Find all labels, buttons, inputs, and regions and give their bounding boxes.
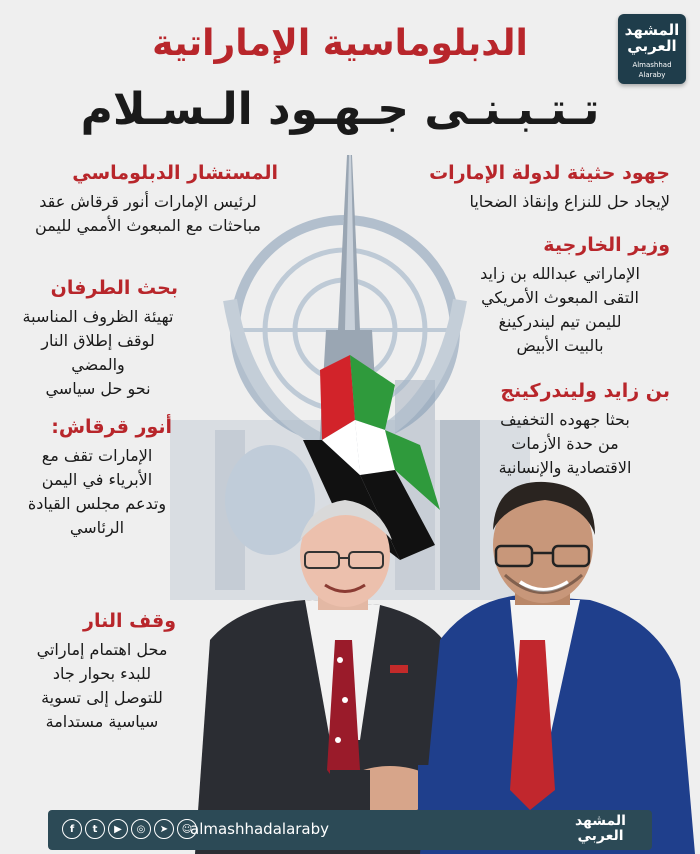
text-line: التقى المبعوث الأمريكي	[481, 288, 639, 307]
block-text	[22, 444, 172, 540]
twitter-icon[interactable]: t	[85, 819, 105, 839]
text-line: لليمن تيم ليندركينغ	[498, 312, 622, 331]
text-line: الاقتصادية والإنسانية	[498, 458, 632, 477]
logo-line1: المشهد	[624, 21, 680, 39]
page-title: الدبلوماسية الإماراتية	[152, 23, 528, 64]
left-block-2	[18, 275, 178, 401]
text-line: الأبرياء في اليمن	[41, 470, 153, 489]
right-block-1	[370, 160, 670, 214]
text-line: من حدة الأزمات	[511, 434, 619, 453]
block-text	[450, 262, 670, 358]
block-heading: وزير الخارجية	[543, 234, 670, 256]
text-line: تهيئة الظروف المناسبة	[22, 307, 174, 326]
handshake	[330, 765, 458, 814]
brand-logo	[618, 14, 686, 84]
text-line: الرئاسي	[69, 518, 125, 537]
left-block-4	[28, 608, 176, 734]
right-block-3	[460, 378, 670, 480]
instagram-icon[interactable]: ◎	[131, 819, 151, 839]
block-text	[28, 638, 176, 734]
sphere-building	[225, 445, 315, 555]
text-line: مباحثات مع المبعوث الأممي لليمن	[35, 216, 261, 235]
block-text	[370, 190, 670, 214]
text-line: لوقف إطلاق النار والمضي	[41, 331, 155, 374]
text-line: لرئيس الإمارات أنور قرقاش عقد	[39, 192, 257, 211]
block-text	[18, 305, 178, 401]
right-block-2	[450, 232, 670, 358]
text-line: الإمارات تقف مع	[41, 446, 153, 465]
logo-latin: Almashhad Alaraby	[632, 61, 672, 79]
footer-logo	[575, 814, 626, 844]
page-subtitle: تـتـبـنـى جـهـود الـسـلام	[80, 84, 600, 135]
text-line: لإيجاد حل للنزاع وإنقاذ الضحايا	[469, 192, 670, 211]
text-line: محل اهتمام إماراتي	[36, 640, 168, 659]
block-heading: جهود حثيثة لدولة الإمارات	[429, 162, 670, 184]
block-heading: المستشار الدبلوماسي	[72, 162, 278, 184]
block-heading: وقف النار	[83, 610, 176, 632]
footer-logo-line2: العربي	[577, 828, 624, 844]
social-handle[interactable]: almashhadalaraby	[190, 820, 330, 838]
text-line: الإماراتي عبدالله بن زايد	[480, 264, 640, 283]
facebook-icon[interactable]: f	[62, 819, 82, 839]
youtube-icon[interactable]: ▶	[108, 819, 128, 839]
text-line: للتوصل إلى تسوية	[41, 688, 163, 707]
text-line: نحو حل سياسي	[45, 379, 151, 398]
text-line: وتدعم مجلس القيادة	[27, 494, 167, 513]
text-line: للبدء بحوار جاد	[52, 664, 152, 683]
left-block-1	[18, 160, 278, 238]
logo-line2: العربي	[627, 37, 677, 55]
text-line: بالبيت الأبيض	[516, 336, 604, 355]
block-text	[460, 408, 670, 480]
block-heading: بن زايد وليندركينج	[500, 380, 670, 402]
social-icons	[62, 819, 197, 839]
telegram-icon[interactable]: ➤	[154, 819, 174, 839]
text-line: سياسية مستدامة	[45, 712, 159, 731]
block-heading: أنور قرقاش:	[51, 416, 172, 438]
text-line: بحثا جهوده التخفيف	[500, 410, 630, 429]
snapchat-icon[interactable]: ☺	[177, 819, 197, 839]
block-text	[18, 190, 278, 238]
block-heading: بحث الطرفان	[50, 277, 178, 299]
left-block-3	[22, 414, 172, 540]
footer-logo-line1: المشهد	[574, 813, 626, 829]
footer-bar	[48, 810, 652, 850]
